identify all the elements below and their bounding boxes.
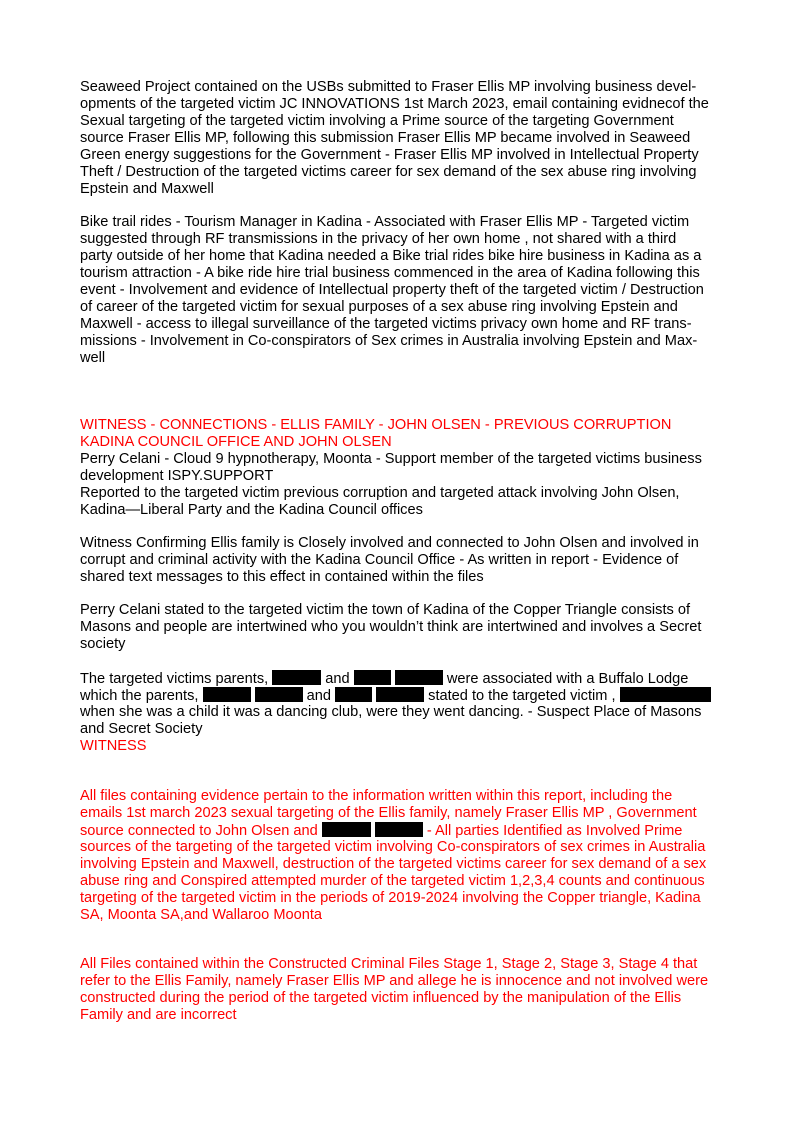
text-line: event - Involvement and evidence of Intellectual property theft of the targeted victim / Destruction (80, 282, 704, 298)
text-line: involving Epstein and Maxwell, destruction of the targeted victims career for sex demand of a sex (80, 856, 707, 872)
text-line: Epstein and Maxwell (80, 181, 214, 197)
redaction-block (376, 687, 424, 702)
text-line: source Fraser Ellis MP, following this submission Fraser Ellis MP became involved in Seaweed (80, 130, 691, 146)
text-line: sources of the targeting of the targeted victim involving Co-conspirators of sex crimes in Australia (80, 839, 706, 855)
text-line: Maxwell - access to illegal surveillance of the targeted victims privacy own home and RF trans- (80, 316, 692, 332)
text-line: refer to the Ellis Family, namely Fraser Ellis MP and allege he is innocence and not involved were (80, 973, 709, 989)
text-segment: were associated with a Buffalo Lodge (442, 671, 689, 687)
section-witness-connections (80, 417, 702, 519)
text-line: constructed during the period of the targeted victim influenced by the manipulation of the Ellis (80, 990, 682, 1006)
text-line: tourism attraction - A bike ride hire trial business commenced in the area of Kadina following this (80, 265, 700, 281)
text-line: missions - Involvement in Co-conspirators of Sex crimes in Australia involving Epstein and Max- (80, 333, 698, 349)
text-segment: and (321, 671, 354, 687)
redaction-block (272, 670, 321, 685)
text-line: party outside of her home that Kadina needed a Bike trial rides bike hire business in Kadina as a (80, 248, 702, 264)
text-segment: The targeted victims parents, (80, 671, 273, 687)
redaction-block (375, 822, 423, 837)
text-line (80, 670, 711, 687)
text-line: emails 1st march 2023 sexual targeting of the Ellis family, namely Fraser Ellis MP , Government (80, 805, 697, 821)
text-line: Perry Celani - Cloud 9 hypnotherapy, Moonta - Support member of the targeted victims business (80, 451, 702, 467)
text-line: Theft / Destruction of the targeted victims career for sex demand of the sex abuse ring involving (80, 164, 697, 180)
text-line: All Files contained within the Constructed Criminal Files Stage 1, Stage 2, Stage 3, Stage 4 that (80, 956, 698, 972)
paragraph-constructed-criminal-files (80, 956, 708, 1024)
text-line: of career of the targeted victim for sexual purposes of a sex abuse ring involving Epstein and (80, 299, 678, 315)
text-line: Green energy suggestions for the Government - Fraser Ellis MP involved in Intellectual Property (80, 147, 699, 163)
text-line: Family and are incorrect (80, 1007, 237, 1023)
text-line: corrupt and criminal activity with the Kadina Council Office - As written in report - Evidence of (80, 552, 679, 568)
section-heading: WITNESS - CONNECTIONS - ELLIS FAMILY - JOHN OLSEN - PREVIOUS CORRUPTION (80, 417, 672, 433)
redaction-block (335, 687, 372, 702)
redaction-block (395, 670, 443, 685)
section-heading: KADINA COUNCIL OFFICE AND JOHN OLSEN (80, 434, 392, 450)
text-line: shared text messages to this effect in contained within the files (80, 569, 484, 585)
text-line: society (80, 636, 126, 652)
text-segment: stated to the targeted victim , (424, 688, 620, 704)
paragraph-witness-confirming (80, 535, 699, 586)
paragraph-buffalo-lodge (80, 670, 711, 755)
text-line: abuse ring and Conspired attempted murder of the targeted victim 1,2,3,4 counts and continuous (80, 873, 705, 889)
paragraph-seaweed-project (80, 79, 709, 198)
witness-label: WITNESS (80, 738, 147, 754)
paragraph-bike-trail (80, 214, 704, 367)
text-line: development ISPY.SUPPORT (80, 468, 274, 484)
paragraph-perry-celani-stated (80, 602, 701, 653)
paragraph-all-files-evidence (80, 788, 706, 924)
redaction-block (255, 687, 303, 702)
text-line (80, 822, 706, 839)
text-line: opments of the targeted victim JC INNOVATIONS 1st March 2023, email containing evidnecof the (80, 96, 709, 112)
text-line: Masons and people are intertwined who you wouldn’t think are intertwined and involves a Secret (80, 619, 702, 635)
text-line: Reported to the targeted victim previous corruption and targeted attack involving John Olsen, (80, 485, 680, 501)
text-line: when she was a child it was a dancing club, were they went dancing. - Suspect Place of Masons (80, 704, 702, 720)
text-segment: which the parents, (80, 688, 203, 704)
text-segment: - All parties Identified as Involved Prime (422, 823, 683, 839)
text-line: All files containing evidence pertain to the information written within this report, including the (80, 788, 673, 804)
text-line: Witness Confirming Ellis family is Closely involved and connected to John Olsen and involved in (80, 535, 699, 551)
text-line: Perry Celani stated to the targeted victim the town of Kadina of the Copper Triangle consists of (80, 602, 691, 618)
redaction-block (620, 687, 711, 702)
text-line: Bike trail rides - Tourism Manager in Kadina - Associated with Fraser Ellis MP - Targeted victim (80, 214, 690, 230)
redaction-block (322, 822, 371, 837)
text-line: Kadina—Liberal Party and the Kadina Council offices (80, 502, 423, 518)
text-line: Sexual targeting of the targeted victim involving a Prime source of the targeting Government (80, 113, 674, 129)
text-line: Seaweed Project contained on the USBs submitted to Fraser Ellis MP involving business devel- (80, 79, 697, 95)
redaction-block (354, 670, 391, 685)
text-line: SA, Moonta SA,and Wallaroo Moonta (80, 907, 323, 923)
redaction-block (203, 687, 251, 702)
text-line: targeting of the targeted victim in the periods of 2019-2024 involving the Copper triangle, Kadina (80, 890, 701, 906)
text-line: well (80, 350, 106, 366)
text-line: suggested through RF transmissions in the privacy of her own home , not shared with a third (80, 231, 677, 247)
text-line: and Secret Society (80, 721, 203, 737)
text-segment: and (302, 688, 336, 704)
text-line (80, 687, 711, 704)
text-segment: source connected to John Olsen and (80, 823, 322, 839)
